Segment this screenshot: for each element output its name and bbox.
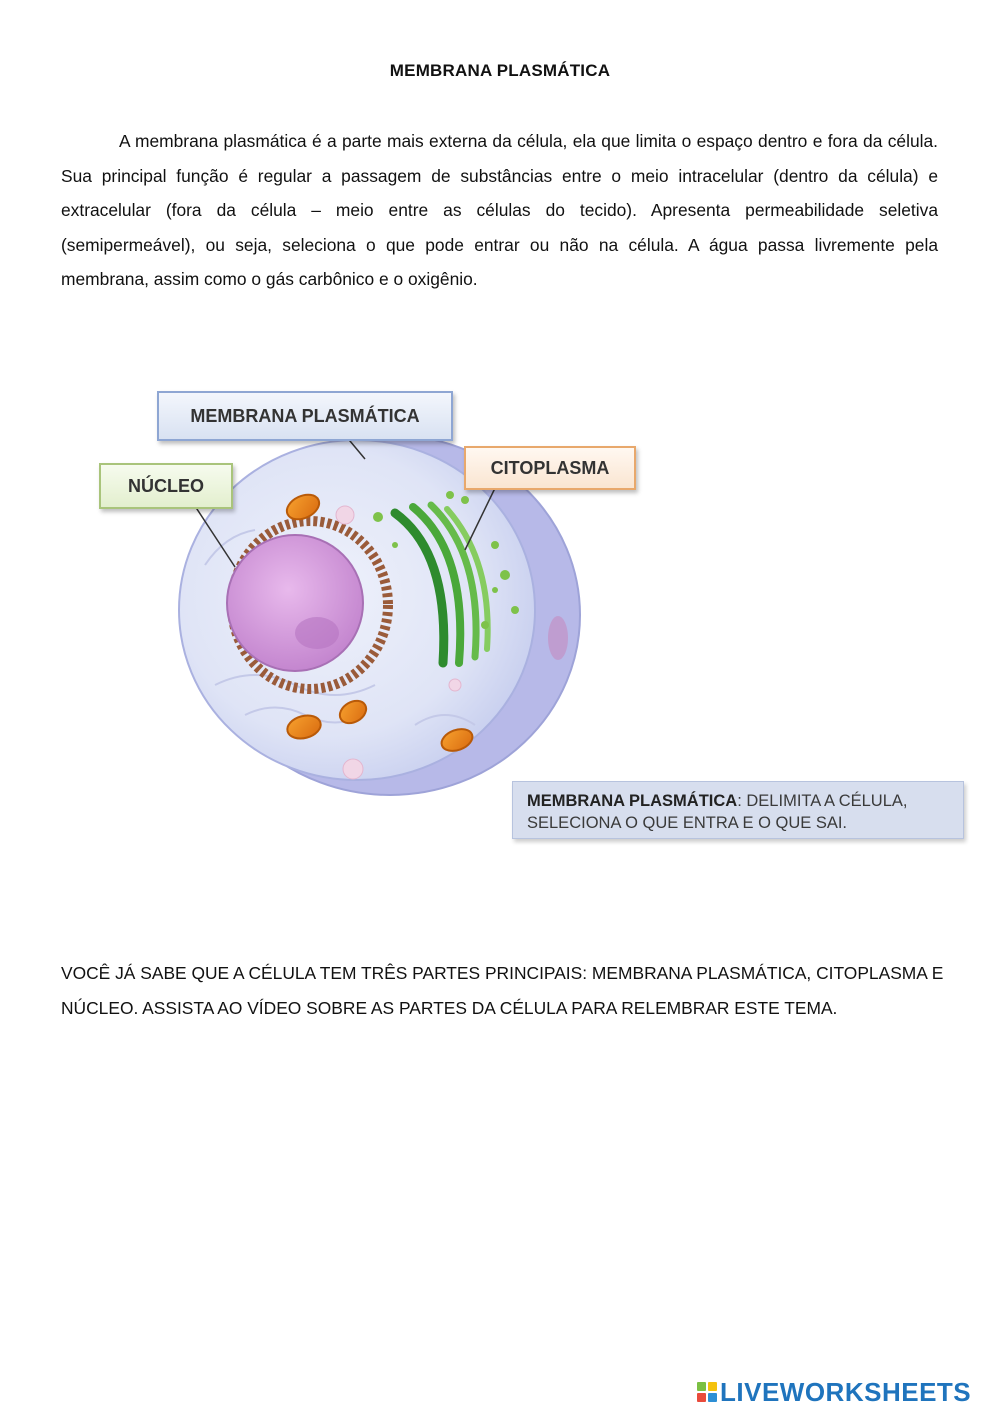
definition-term: MEMBRANA PLASMÁTICA <box>527 792 738 810</box>
membrane-definition-box <box>512 781 964 839</box>
page-title: MEMBRANA PLASMÁTICA <box>389 61 611 80</box>
closing-paragraph: VOCÊ JÁ SABE QUE A CÉLULA TEM TRÊS PARTES PRINCIPAIS: MEMBRANA PLASMÁTICA, CITOPLASMA E NÚCLEO. ASSISTA AO VÍDEO SOBRE AS PARTES DA CÉLULA PARA RELEMBRAR ESTE TEMA. <box>61 963 944 1018</box>
logo-square-green <box>697 1382 706 1391</box>
brand-name: LIVEWORKSHEETS <box>720 1376 972 1407</box>
liveworksheets-logo[interactable] <box>697 1377 971 1407</box>
logo-square-blue <box>708 1393 717 1402</box>
liveworksheets-icon <box>697 1382 717 1402</box>
intro-paragraph: A membrana plasmática é a parte mais externa da célula, ela que limita o espaço dentro e fora da célula. Sua principal função é regular a passagem de substâncias entre o meio intracelular (dentro da célula) e extracelular (fora da célula – meio entre as células do tecido). Apresenta permeabilidade seletiva (semipermeável), ou seja, seleciona o que pode entrar ou não na célula. A água passa livremente pela membrana, assim como o gás carbônico e o oxigênio. <box>61 131 938 289</box>
nucleolus <box>295 617 339 649</box>
label-membrana-plasmatica: MEMBRANA PLASMÁTICA <box>157 391 453 441</box>
nucleus <box>227 535 363 671</box>
logo-square-yellow <box>708 1382 717 1391</box>
definition-text: : DELIMITA A CÉLULA, SELECIONA O QUE ENTRA E O QUE SAI. <box>527 792 908 832</box>
label-nucleo: NÚCLEO <box>99 463 233 509</box>
logo-square-red <box>697 1393 706 1402</box>
rim-organelle <box>548 616 568 660</box>
label-citoplasma: CITOPLASMA <box>464 446 636 490</box>
cell-diagram <box>95 385 975 855</box>
